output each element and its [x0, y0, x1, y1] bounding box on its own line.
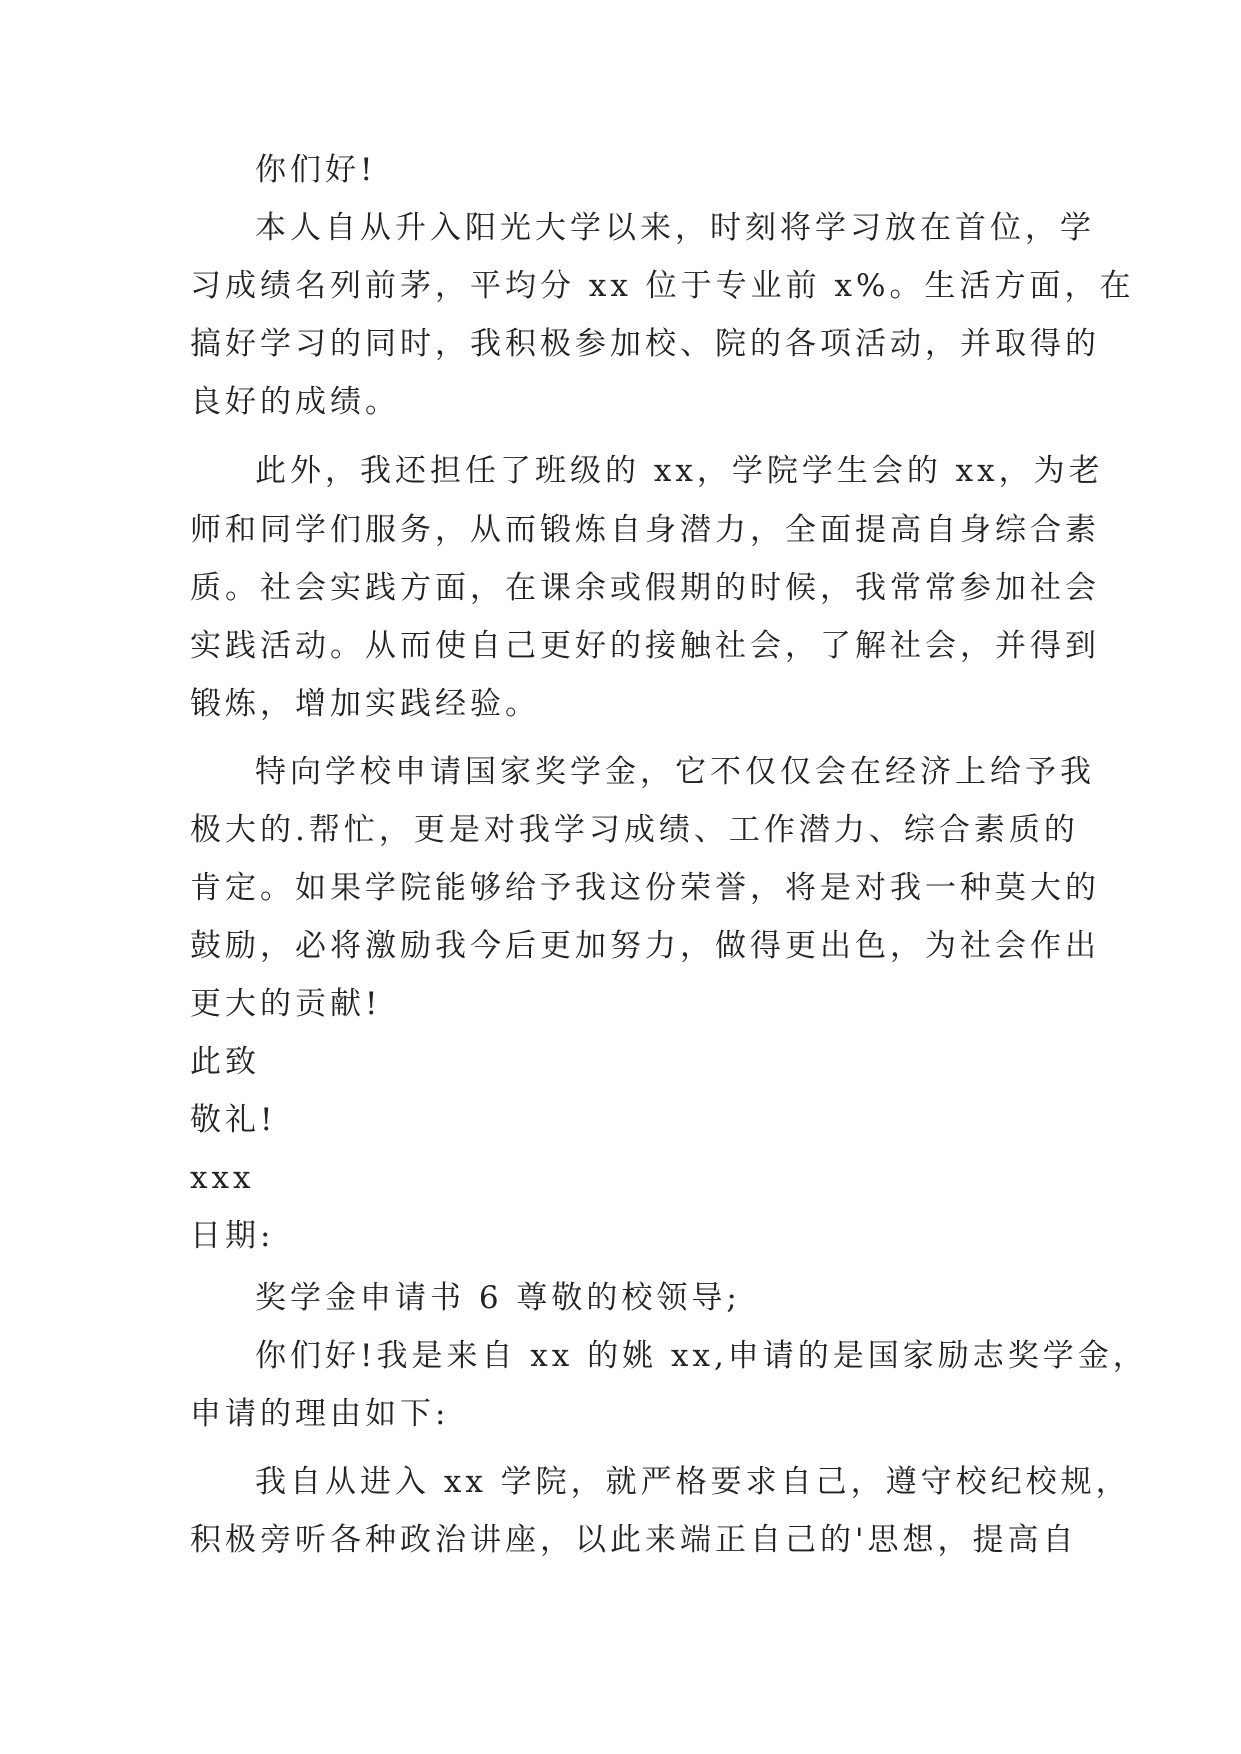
paragraph-line: 申请的理由如下:	[190, 1396, 450, 1432]
section-heading-line: 奖学金申请书 6 尊敬的校领导;	[255, 1280, 741, 1316]
signature-name: xxx	[190, 1160, 255, 1196]
paragraph-line: 极大的.帮忙，更是对我学习成绩、工作潜力、综合素质的	[190, 812, 1079, 848]
paragraph-line: 师和同学们服务，从而锻炼自身潜力，全面提高自身综合素	[190, 512, 1100, 548]
paragraph-line: 你们好!我是来自 xx 的姚 xx,申请的是国家励志奖学金，	[255, 1338, 1148, 1374]
paragraph-line: 此外，我还担任了班级的 xx，学院学生会的 xx，为老	[255, 453, 1104, 489]
paragraph-line: 锻炼，增加实践经验。	[190, 686, 540, 722]
closing-line: 此致	[190, 1044, 260, 1080]
paragraph-line: 习成绩名列前茅，平均分 xx 位于专业前 x%。生活方面，在	[190, 268, 1135, 304]
paragraph-line: 积极旁听各种政治讲座，以此来端正自己的'思想，提高自	[190, 1522, 1078, 1558]
greeting-line: 你们好!	[255, 152, 377, 188]
paragraph-line: 质。社会实践方面，在课余或假期的时候，我常常参加社会	[190, 570, 1100, 606]
date-label: 日期:	[190, 1218, 275, 1254]
paragraph-line: 搞好学习的同时，我积极参加校、院的各项活动，并取得的	[190, 326, 1100, 362]
paragraph-line: 本人自从升入阳光大学以来，时刻将学习放在首位，学	[255, 210, 1095, 246]
paragraph-line: 良好的成绩。	[190, 384, 400, 420]
closing-salutation: 敬礼!	[190, 1102, 277, 1138]
paragraph-line: 更大的贡献!	[190, 986, 382, 1022]
paragraph-line: 肯定。如果学院能够给予我这份荣誉，将是对我一种莫大的	[190, 870, 1100, 906]
paragraph-line: 我自从进入 xx 学院，就严格要求自己，遵守校纪校规，	[255, 1464, 1131, 1500]
paragraph-line: 鼓励，必将激励我今后更加努力，做得更出色，为社会作出	[190, 928, 1100, 964]
paragraph-line: 实践活动。从而使自己更好的接触社会，了解社会，并得到	[190, 628, 1100, 664]
paragraph-line: 特向学校申请国家奖学金，它不仅仅会在经济上给予我	[255, 754, 1095, 790]
